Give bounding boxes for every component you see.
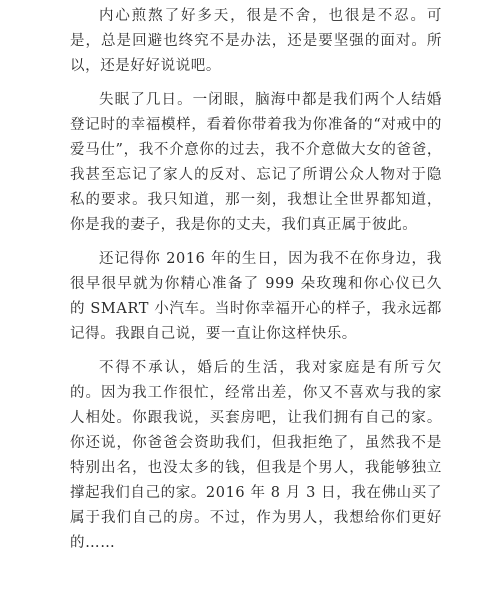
paragraph-4: 不得不承认，婚后的生活，我对家庭是有所亏欠的。因为我工作很忙，经常出差，你又不喜欢与我的家人相处。你跟我说，买套房吧，让我们拥有自己的家。你还说，你爸爸会资助我们，但我拒绝了，虽然我不是特别出名，也没太多的钱，但我是个男人，我能够独立撑起我们自己的家。2016 年 8 月 3 日，我在佛山买了属于我们自己的房。不过，作为男人，我想给你们更好的…… [70,360,442,551]
paragraph-3: 还记得你 2016 年的生日，因为我不在你身边，我很早很早就为你精心准备了 999 朵玫瑰和你心仪已久的 SMART 小汽车。当时你幸福开心的样子，我永远都记得。我跟自己说，要一直让你这样快乐。 [70,251,442,342]
paragraph-1: 内心煎熬了好多天，很是不舍，也很是不忍。可是，总是回避也终究不是办法，还是要坚强的面对。所以，还是好好说说吧。 [70,8,442,74]
paragraph-2: 失眠了几日。一闭眼，脑海中都是我们两个人结婚登记时的幸福模样，看着你带着我为你准备的“对戒中的爱马仕”，我不介意你的过去，我不介意做大女的爸爸，我甚至忘记了家人的反对、忘记了所谓公众人物对于隐私的要求。我只知道，那一刻，我想让全世界都知道，你是我的妻子，我是你的丈夫，我们真正属于彼此。 [70,92,442,233]
